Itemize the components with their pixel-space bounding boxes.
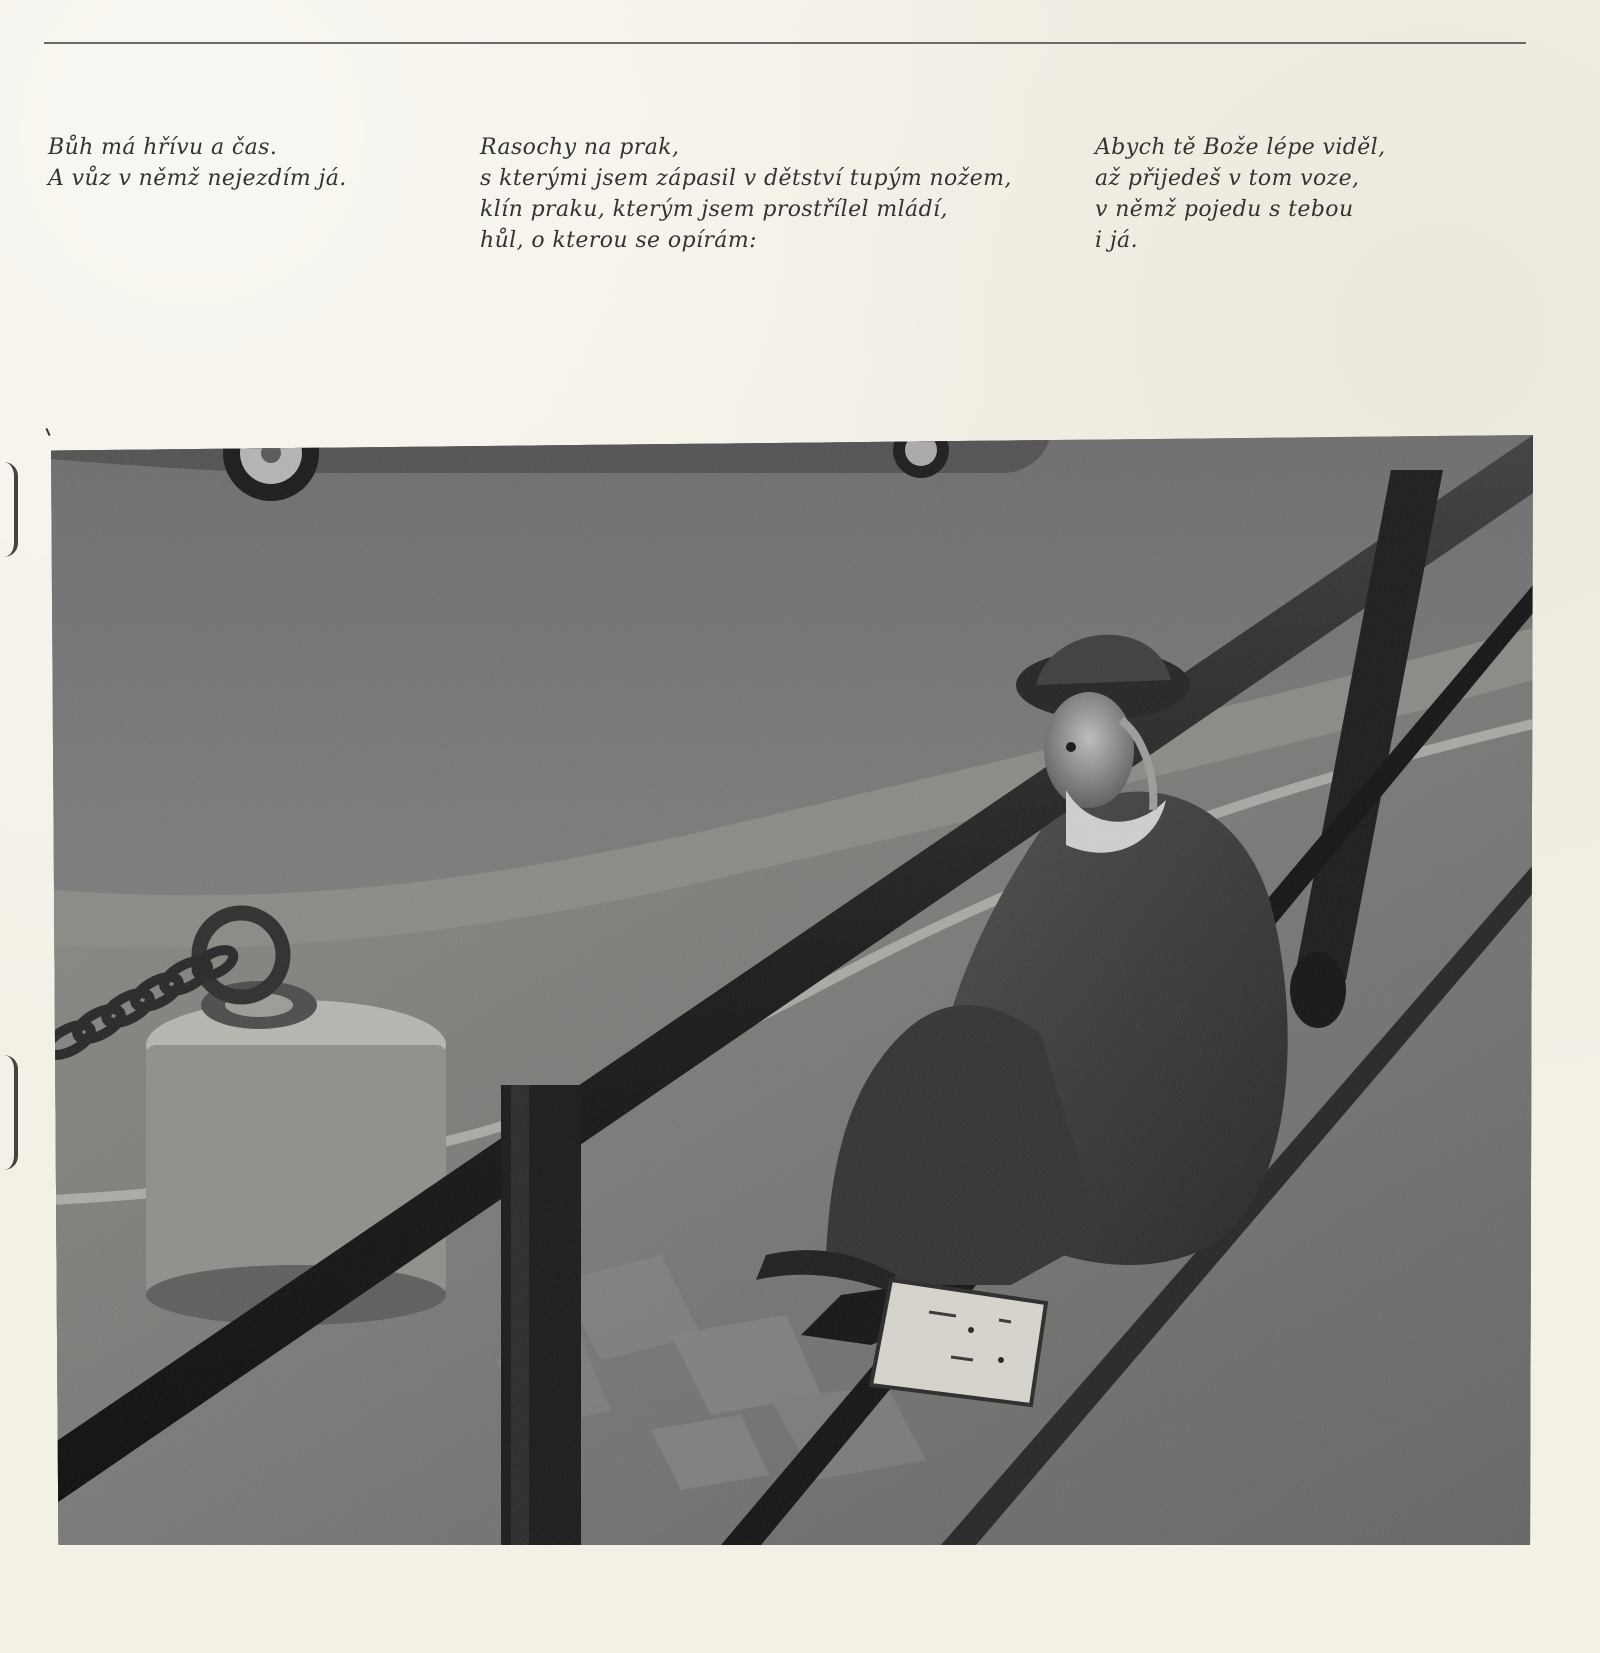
stanza-1-line-2: A vůz v němž nejezdím já. (48, 166, 347, 191)
photo-grain (51, 435, 1533, 1545)
stanza-3 (1095, 132, 1386, 256)
street-photo (51, 435, 1533, 1545)
binding-mark-top (0, 462, 18, 557)
street-photo-illustration (51, 435, 1533, 1545)
stanza-3-line-1: Abych tě Bože lépe viděl, (1095, 135, 1386, 160)
stanza-2-line-1: Rasochy na prak, (480, 135, 680, 160)
stanza-2-line-4: hůl, o kterou se opírám: (480, 228, 757, 253)
stanza-3-line-3: v němž pojedu s tebou (1095, 197, 1354, 222)
stanza-1 (48, 132, 347, 194)
stanza-3-line-4: i já. (1095, 228, 1138, 253)
stanza-2-line-2: s kterými jsem zápasil v dětství tupým nožem, (480, 166, 1012, 191)
binding-mark-bottom (0, 1055, 18, 1170)
print-speck (45, 428, 50, 436)
stanza-2-line-3: klín praku, kterým jsem prostřílel mládí, (480, 197, 948, 222)
stanza-1-line-1: Bůh má hřívu a čas. (48, 135, 278, 160)
top-rule (44, 42, 1526, 44)
stanza-3-line-2: až přijedeš v tom voze, (1095, 166, 1360, 191)
stanza-2 (480, 132, 1012, 256)
